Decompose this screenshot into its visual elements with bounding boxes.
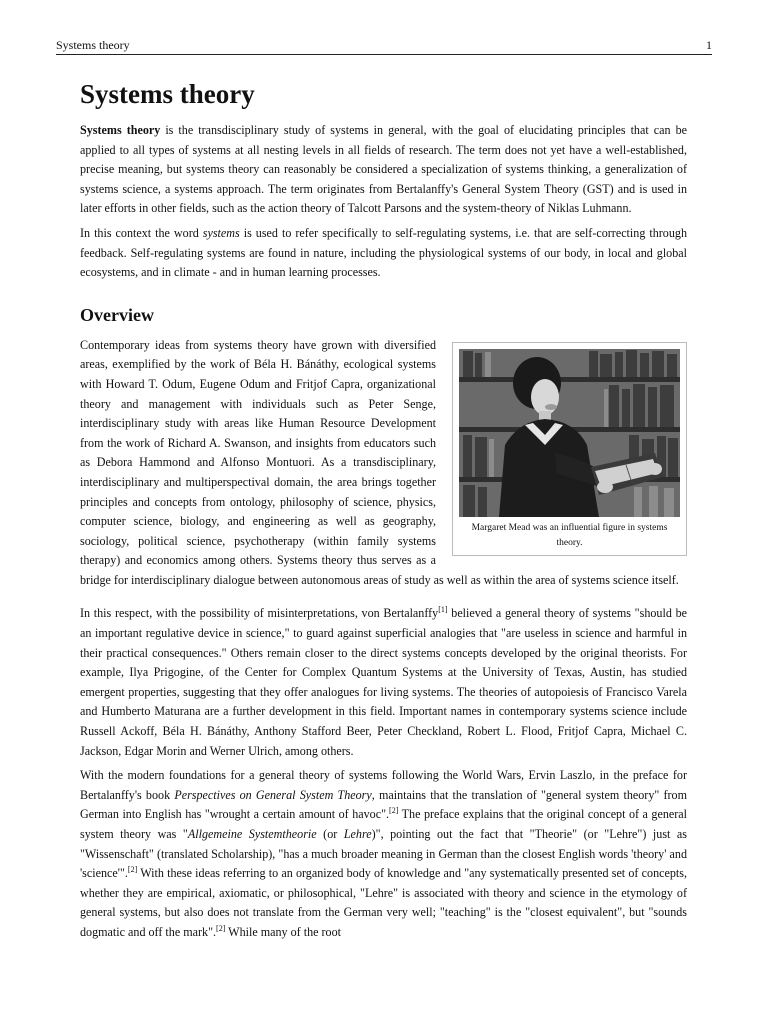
text-run: believed a general theory of systems "should be an important regulative device in science," to guard against superficial analogies that "are useless in science and harmful in their practical consequences." Others remain closer to the direct systems concepts developed by the original theorists. For example, Ilya Prigogine, of the Center for Complex Quantum Systems at the University of Texas, Austin, has studied emergent properties, suggesting that they offer analogues for living systems. The theories of autopoiesis of Francisco Varela and Humberto Maturana are a further development in this field. Important names in contemporary systems science include Russell Ackoff, Béla H. Bánáthy, Anthony Stafford Beer, Peter Checkland, Robert L. Flood, Fritjof Capra, Michael C. Jackson, Edgar Morin and Werner Ulrich, among others. <box>80 606 687 758</box>
text-run: is used to refer specifically to self-regulating systems, i.e. that are self-correcting through feedback. Self-regulating systems are found in nature, including the physiological systems of our body, in local and global ecosystems, and in climate - and in human learning processes. <box>80 225 687 280</box>
page-number: 1 <box>706 38 712 52</box>
margaret-mead-photo <box>459 349 680 517</box>
citation-2[interactable]: [2] <box>389 806 399 816</box>
intro-term: Systems theory <box>80 123 161 137</box>
book-title: Perspectives on General System Theory <box>174 787 372 802</box>
running-head-title: Systems theory <box>56 38 130 52</box>
text-run: , maintains that the translation of "general system theory" from German into English has "wrought a certain amount of havoc". <box>80 787 688 822</box>
page-title: Systems theory <box>80 79 255 109</box>
text-run: In this respect, with the possibility of misinterpretations, von Bertalanffy <box>80 606 439 621</box>
intro-paragraph-2 <box>80 224 687 283</box>
intro-text: is the transdisciplinary study of systems in general, with the goal of elucidating principles that can be applied to all types of systems at all nesting levels in all fields of research. The term does not yet have a well-established, precise meaning, but systems theory can reasonably be considered a specialization of systems thinking, a generalization of systems science, a systems approach. The term originates from Bertalanffy's General System Theory (GST) and is used in later efforts in other fields, such as the action theory of Talcott Parsons and the system-theory of Niklas Luhmann. <box>80 123 687 216</box>
running-head <box>56 37 712 55</box>
citation-2[interactable]: [2] <box>216 923 226 933</box>
text-run: )", pointing out the fact that "Theorie" (or "Lehre") just as "Wissenschaft" (translated Scholarship), "has a much broader meaning in German than the closest English words 'theory' and 'science'". <box>80 827 688 881</box>
overview-paragraph-2 <box>80 604 687 761</box>
emphasis: Allgemeine Systemtheorie <box>187 827 317 841</box>
text-run: The preface explains that the original concept of a general system theory was " <box>80 807 687 841</box>
intro-paragraph-1 <box>80 121 687 219</box>
text-run: While many of the root <box>225 924 342 939</box>
text-run: With these ideas referring to an organized body of knowledge and "any systematically presented set of concepts, whether they are empirical, axiomatic, or philosophical, "Lehre" is associated with theory and science in the etymology of general systems, but also does not translate from the German very well; "teaching" is the "closest equivalent", but "sounds dogmatic and off the mark". <box>80 866 687 939</box>
text-run: (or <box>316 827 344 841</box>
figure-caption: Margaret Mead was an influential figure in systems theory. <box>471 522 668 548</box>
photo-illustration <box>459 349 680 517</box>
overview-paragraph-3 <box>80 766 687 942</box>
figure <box>452 342 687 556</box>
citation-2[interactable]: [2] <box>127 865 138 875</box>
citation-1[interactable]: [1] <box>438 605 448 615</box>
overview-paragraph-1: Contemporary ideas from systems theory have grown with diversified areas, exemplified by the work of Béla H. Bánáthy, ecological systems with Howard T. Odum, Eugene Odum and Fritjof Capra, organizational theory and management with individuals such as Peter Senge, interdisciplinary study with areas like Human Resource Development from the work of Richard A. Swanson, and insights from educators such as Debora Hammond and Alfonso Montuori. As a transdisciplinary, interdisciplinary and multiperspectival domain, the area brings together principles and concepts from ontology, philosophy of science, physics, computer science, biology, and engineering as well as geography, sociology, political science, psychotherapy (within family systems therapy) and economics among others. Systems theory thus serves as a bridge for interdisciplinary dialogue between autonomous areas of study as well as within the area of systems science itself. <box>80 337 679 587</box>
section-heading-overview: Overview <box>80 304 154 325</box>
article-body <box>80 76 687 948</box>
emphasis: Lehre <box>343 827 372 841</box>
text-run: With the modern foundations for a general theory of systems following the World Wars, Ervin Laszlo, in the preface for Bertalanffy's book <box>80 768 687 802</box>
emphasis: systems <box>202 225 240 240</box>
text-run: In this context the word <box>80 225 203 240</box>
